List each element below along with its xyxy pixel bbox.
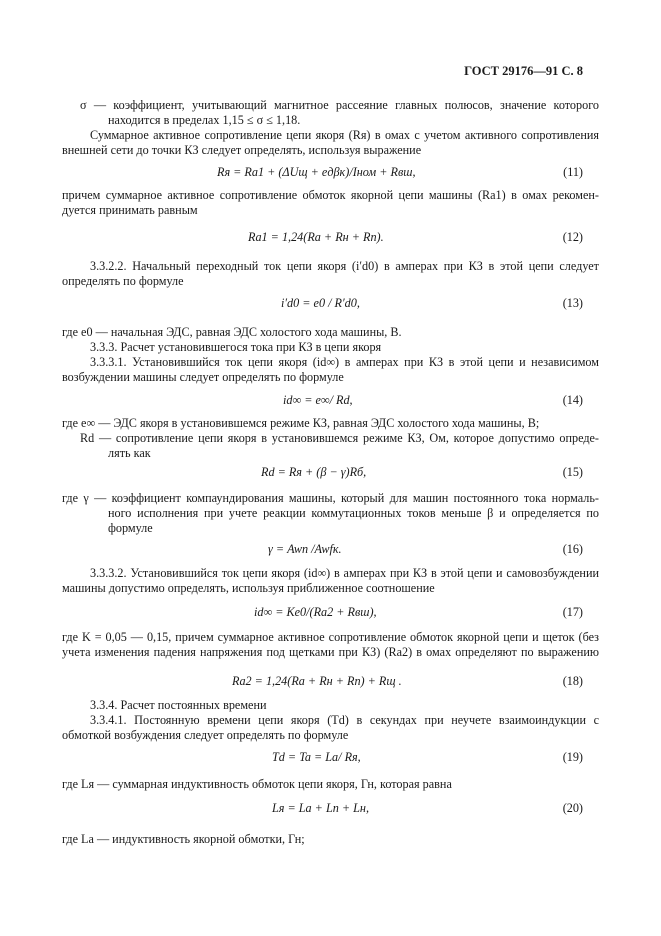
text-line: где e∞ — ЭДС якоря в установившемся режиме КЗ, равная ЭДС холостого хода машины, В; [62, 416, 540, 430]
text-line: причем суммарное активное сопротивление обмоток якорной цепи машины (Ra1) в омах рекомен- [62, 188, 599, 202]
equation-16: γ = Awп /Awfк. [268, 542, 342, 556]
equation-12: Ra1 = 1,24(Ra + Rн + Rп). [248, 230, 384, 244]
text-line: где La — индуктивность якорной обмотки, Гн; [62, 832, 305, 846]
text-line: дуется принимать равным [62, 203, 198, 217]
equation-number: (11) [563, 165, 583, 179]
text-line: 3.3.3.1. Установившийся ток цепи якоря (id∞) в амперах при КЗ в этой цепи и независимом [90, 355, 599, 369]
equation-11: Rя = Ra1 + (ΔUщ + eдβк)/Iном + Rвш, [217, 165, 416, 179]
text-line: 3.3.3.2. Установившийся ток цепи якоря (id∞) в амперах при КЗ в этой цепи и самовозбуждении [90, 566, 599, 580]
text-line: определять по формуле [62, 274, 184, 288]
equation-number: (15) [562, 465, 583, 479]
section-heading: 3.3.4. Расчет постоянных времени [90, 698, 267, 712]
equation-19: Td = Ta = La/ Rя, [272, 750, 361, 764]
equation-number: (20) [562, 801, 583, 815]
equation-number: (19) [562, 750, 583, 764]
equation-17: id∞ = Ke0/(Ra2 + Rвш), [254, 605, 377, 619]
equation-14: id∞ = e∞/ Rd, [283, 393, 353, 407]
equation-number: (16) [562, 542, 583, 556]
text-line: находится в пределах 1,15 ≤ σ ≤ 1,18. [108, 113, 301, 127]
text-line: учета изменения падения напряжения под щетками при КЗ) (Ra2) в омах определяют по выражению [62, 645, 599, 659]
equation-20: Lя = La + Lп + Lн, [272, 801, 370, 815]
equation-number: (18) [562, 674, 583, 688]
text-line: где γ — коэффициент компаундирования машины, который для машин постоянного тока нормаль- [62, 491, 599, 505]
equation-15: Rd = Rя + (β − γ)Rб, [261, 465, 367, 479]
page-header: ГОСТ 29176—91 С. 8 [464, 64, 583, 78]
equation-13: i′d0 = e0 / R′d0, [281, 296, 360, 310]
text-line: σ — коэффициент, учитывающий магнитное рассеяние главных полюсов, значение которого [80, 98, 599, 112]
equation-18: Ra2 = 1,24(Ra + Rн + Rп) + Rщ . [232, 674, 402, 688]
text-line: лять как [108, 446, 151, 460]
equation-number: (12) [562, 230, 583, 244]
text-line: ного исполнения при учете реакции коммутационных токов меньше β и определяется по [108, 506, 599, 520]
equation-number: (13) [562, 296, 583, 310]
equation-number: (14) [562, 393, 583, 407]
text-line: машины допустимо определять, используя приближенное соотношение [62, 581, 435, 595]
section-heading: 3.3.3. Расчет установившегося тока при КЗ в цепи якоря [90, 340, 382, 354]
text-line: где e0 — начальная ЭДС, равная ЭДС холостого хода машины, В. [62, 325, 402, 339]
text-line: возбуждении машины следует определять по формуле [62, 370, 344, 384]
equation-number: (17) [562, 605, 583, 619]
text-line: обмоткой возбуждения следует определять по формуле [62, 728, 349, 742]
text-line: где K = 0,05 — 0,15, причем суммарное активное сопротивление обмоток якорной цепи и щеток (без [62, 630, 599, 644]
text-line: Суммарное активное сопротивление цепи якоря (Rя) в омах с учетом активного сопротивления [90, 128, 599, 142]
text-line: Rd — сопротивление цепи якоря в установившемся режиме КЗ, Ом, которое допустимо опреде- [80, 431, 599, 445]
text-line: формуле [108, 521, 153, 535]
text-line: где Lя — суммарная индуктивность обмоток цепи якоря, Гн, которая равна [62, 777, 452, 791]
text-line: внешней сети до точки КЗ следует определять, используя выражение [62, 143, 422, 157]
text-line: 3.3.2.2. Начальный переходный ток цепи якоря (i′d0) в амперах при КЗ в этой цепи следует [90, 259, 599, 273]
text-line: 3.3.4.1. Постоянную времени цепи якоря (Td) в секундах при неучете взаимоиндукции с [90, 713, 599, 727]
